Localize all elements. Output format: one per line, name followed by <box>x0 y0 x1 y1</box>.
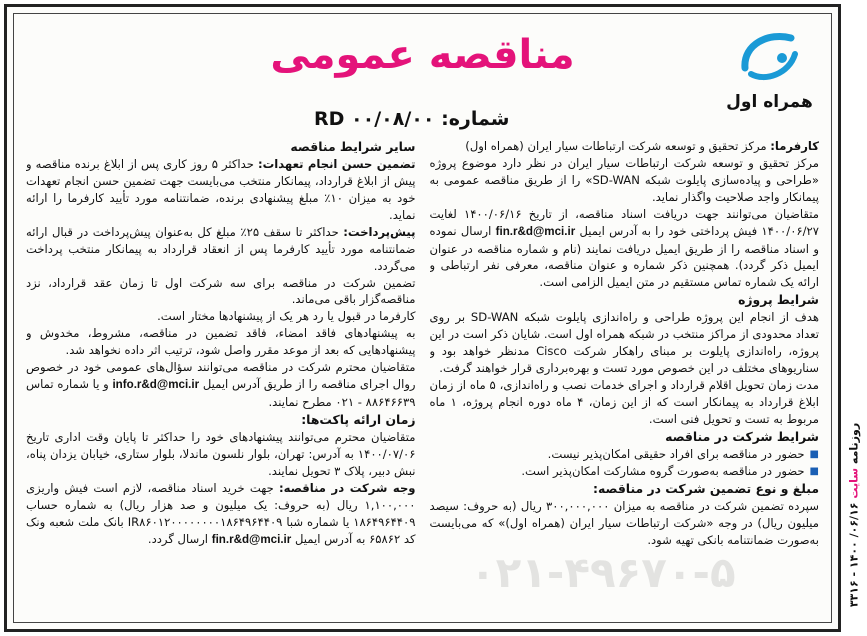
list-item <box>430 446 820 463</box>
performance-text: حداکثر ۵ روز کاری پس از ابلاغ برنده مناقصه و پیش از ابلاغ قرارداد، پیمانکار منتخب می‌بایست جهت تضمین حسن انجام تعهدات خود به میزان ۱۰٪ مبلغ پیشنهادی برنده، ضمانتنامه مورد تأیید کارفرما را ارائه نماید. <box>26 157 416 222</box>
publisher-name: روزنامه <box>847 422 861 465</box>
employer-text: مرکز تحقیق و توسعه شرکت ارتباطات سیار ایران (همراه اول) <box>465 139 767 153</box>
list-item <box>430 463 820 480</box>
left-column <box>26 138 416 614</box>
bullet-icon: ■ <box>809 465 819 477</box>
questions-text-1: متقاضیان محترم شرکت در مناقصه می‌توانند سؤال‌های عمومی خود در خصوص روال اجرای مناقصه را از طریق آدرس ایمیل <box>26 360 416 392</box>
bullet-icon: ■ <box>809 448 819 460</box>
fee-label: وجه شرکت در مناقصه: <box>279 480 416 495</box>
applicants-text-2: ارسال نموده و اسناد مناقصه را از طریق ایمیل دریافت نمایند (نام و شماره مناقصه در عنوان ایمیل ذکر گردد). همچنین ذکر شماره و عنوان مناقصه، معرفی نفر ارتباطی و ارائه یک شماره تماس مستقیم در متن ایمیل الزامی است. <box>429 223 819 290</box>
project-paragraph: هدف از انجام این پروژه طراحی و راه‌اندازی پایلوت شبکه SD-WAN بر روی تعداد محدودی از مراکز منتخب در شبکه همراه اول است. شایان ذکر است در این پروژه، راه‌اندازی پایلوت بر مبنای راهکار شرکت Cisco مدنظر خواهد بود و سناریوهای مختلف در این خصوص مورد تست و بهره‌برداری قرار خواهند گرفت. <box>429 310 819 376</box>
notice-inner-border <box>13 13 832 623</box>
invalid-offers: به پیشنهادهای فاقد امضاء، فاقد تضمین در مناقصه، مشروط، مخدوش و پیشنهادهایی که بعد از موعد مقرر واصل شود، ترتیب اثر داده نخواهد شد. <box>26 326 416 358</box>
fee-paragraph <box>26 480 416 549</box>
questions-paragraph <box>26 359 416 411</box>
notice-title: مناقصه عمومی <box>270 32 575 78</box>
publisher-brand: سایت <box>847 467 861 499</box>
fee-text: جهت خرید اسناد مناقصه، لازم است فیش واریزی ۱,۱۰۰,۰۰۰ ریال (به حروف: یک میلیون و صد هزار ریال) به شماره حساب ۱۸۶۴۹۶۴۴۰۹ یا شماره شبا IR۸۶۰۱۲۰۰۰۰۰۰۰۰۱۸۶۴۹۶۴۴۰۹ بانک ملت شعبه ونک کد ۶۵۸۶۲ به آدرس ایمیل <box>26 480 416 546</box>
bullet-text: حضور در مناقصه برای افراد حقیقی امکان‌پذیر نیست. <box>547 446 805 461</box>
applicants-text-1: متقاضیان می‌توانند جهت دریافت اسناد مناقصه، از تاریخ ۱۴۰۰/۰۶/۱۶ لغایت ۱۴۰۰/۰۶/۲۷ فیش پرداختی خود را به آدرس ایمیل <box>429 206 819 238</box>
fee-email-link[interactable]: fin.r&d@mci.ir <box>211 532 292 546</box>
company-logo <box>722 24 817 124</box>
fee-suffix: ارسال گردد. <box>147 531 209 546</box>
fin-email-link[interactable]: fin.r&d@mci.ir <box>495 224 576 238</box>
publish-date: ۰۶/۱۶/ ۱۴۰۰ - ۳۳۱۶ <box>847 502 861 608</box>
employer-label: کارفرما: <box>770 139 819 153</box>
performance-label: تضمین حسن انجام تعهدات: <box>257 157 416 172</box>
employer-choice: کارفرما در قبول یا رد هر یک از پیشنهادها مختار است. <box>157 309 416 324</box>
notice-body <box>26 138 819 614</box>
prepayment-paragraph <box>26 224 416 275</box>
publisher-sidebar <box>845 400 863 630</box>
guarantee-heading: مبلغ و نوع تضمین شرکت در مناقصه: <box>593 480 819 496</box>
questions-text-2: و یا شماره تماس ۸۸۶۴۶۶۳۹ - ۰۲۱ مطرح نمایند. <box>26 377 416 410</box>
prepayment-label: پیش‌پرداخت: <box>343 224 416 239</box>
applicants-paragraph <box>430 206 820 292</box>
publisher-stamp <box>848 423 861 607</box>
notice-frame <box>4 4 841 632</box>
guarantee-note: تضمین شرکت در مناقصه برای سه شرکت اول تا زمان عقد قرارداد، نزد مناقصه‌گزار باقی می‌ماند. <box>26 275 416 307</box>
right-column <box>430 138 820 614</box>
deadline-heading: زمان ارائه پاکت‌ها: <box>301 411 416 427</box>
deadline-paragraph: متقاضیان محترم می‌توانند پیشنهادهای خود را حداکثر تا پایان وقت اداری تاریخ ۱۴۰۰/۰۷/۰۶ به آدرس: تهران، بلوار نلسون ماندلا، بلوار ستاری، خیابان یزدان پناه، نبش دبیر، پلاک ۳ تحویل نمایند. <box>26 430 416 478</box>
logo-text: همراه اول <box>726 92 813 112</box>
tender-number: شماره: RD ۰۰/۰۸/۰۰ <box>314 108 510 130</box>
participation-heading: شرایط شرکت در مناقصه <box>665 428 819 444</box>
logo-swirl-icon <box>735 24 805 86</box>
other-conditions-heading: سایر شرایط مناقصه <box>290 139 416 154</box>
duration-paragraph: مدت زمان تحویل اقلام قرارداد و اجرای خدمات نصب و راه‌اندازی، ۵ ماه از زمان ابلاغ قرارداد به پیمانکار است که از این زمان، ۴ ماه دوره انجام پروژه، ۱ ماه مربوط به تست و تحویل فنی است. <box>429 378 819 426</box>
employer-paragraph <box>430 138 820 155</box>
project-heading: شرایط پروژه <box>738 292 819 308</box>
intro-paragraph: مرکز تحقیق و توسعه شرکت ارتباطات سیار ایران در نظر دارد موضوع پروژه «طراحی و پیاده‌سازی پایلوت شبکه SD-WAN» را از طریق مناقصه عمومی به پیمانکار واجد صلاحیت واگذار نماید. <box>429 155 819 204</box>
performance-paragraph <box>26 156 416 224</box>
prepayment-text: حداکثر تا سقف ۲۵٪ مبلغ کل به‌عنوان پیش‌پرداخت در قبال ارائه ضمانتنامه مورد تأیید کارفرما پس از انعقاد قرارداد به پیمانکار منتخب پرداخت می‌گردد. <box>26 224 416 273</box>
bullet-text: حضور در مناقصه به‌صورت گروه مشارکت امکان‌پذیر است. <box>521 463 805 478</box>
info-email-link[interactable]: info.r&d@mci.ir <box>112 378 200 392</box>
guarantee-paragraph: سپرده تضمین شرکت در مناقصه به میزان ۳۰۰,۰۰۰,۰۰۰ ریال (به حروف: سیصد میلیون ریال) در وجه «شرکت ارتباطات سیار ایران (همراه اول)» که می‌بایست به‌صورت ضمانتنامه بانکی تهیه شود. <box>429 498 819 547</box>
